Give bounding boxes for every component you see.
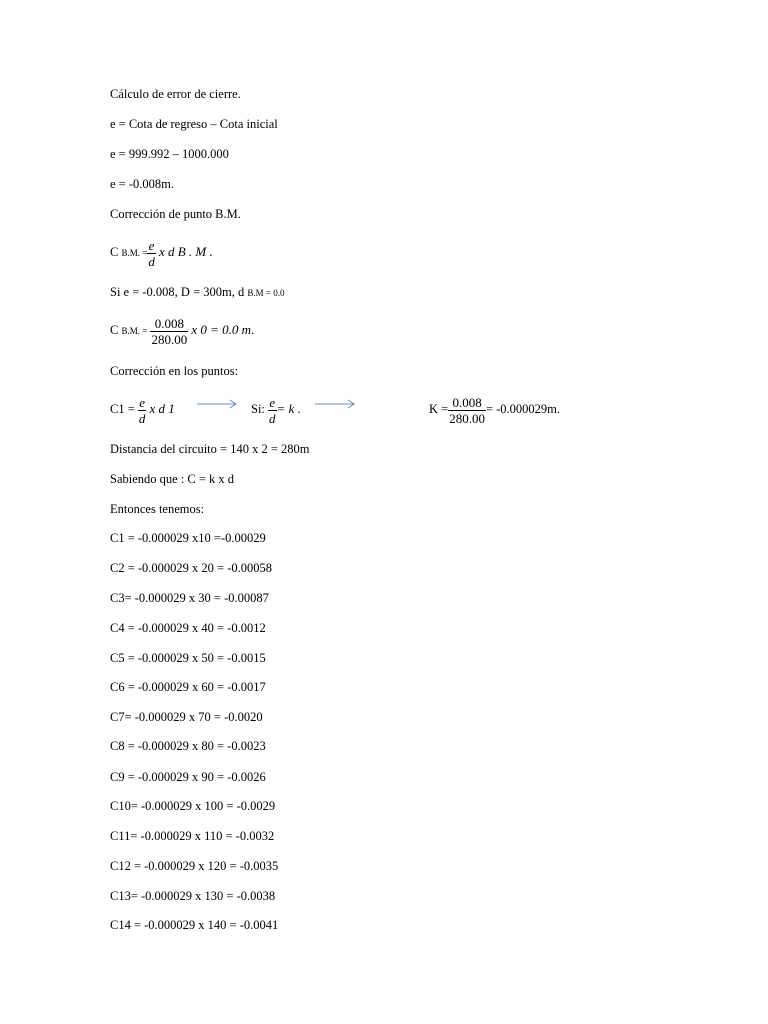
correction-row-c14: C14 = -0.000029 x 140 = -0.0041	[110, 918, 279, 932]
formula-error-values: e = 999.992 – 1000.000	[110, 147, 229, 161]
formula-error-result: e = -0.008m.	[110, 177, 174, 191]
formula-correccion-bm	[110, 236, 213, 269]
sabiendo-que: Sabiendo que : C = k x d	[110, 472, 235, 486]
correction-row-c3: C3= -0.000029 x 30 = -0.00087	[110, 591, 269, 605]
k-result: = -0.000029m.	[485, 402, 561, 416]
distancia-circuito: Distancia del circuito = 140 x 2 = 280m	[110, 442, 310, 456]
fraction-e-over-d	[138, 395, 147, 426]
fraction-denominator: d	[148, 253, 155, 269]
fraction-denominator: 280.00	[449, 410, 485, 426]
fraction-e-over-d	[147, 238, 156, 269]
entonces-tenemos: Entonces tenemos:	[110, 502, 205, 516]
arrow-right-icon	[196, 398, 240, 410]
correction-row-c10: C10= -0.000029 x 100 = -0.0029	[110, 799, 276, 813]
fraction-denominator: d	[269, 410, 276, 426]
formula-si-k	[251, 393, 301, 426]
fraction-numerator: e	[269, 394, 276, 410]
formula-subscript: B.M.	[121, 248, 140, 258]
formula-equals: =	[139, 326, 148, 336]
si-values-subscript: B.M = 0.0	[247, 288, 285, 298]
correction-row-c9: C9 = -0.000029 x 90 = -0.0026	[110, 770, 266, 784]
formula-c-label: C	[110, 323, 119, 337]
correction-row-c13: C13= -0.000029 x 130 = -0.0038	[110, 889, 276, 903]
correction-row-c12: C12 = -0.000029 x 120 = -0.0035	[110, 859, 279, 873]
correction-row-c11: C11= -0.000029 x 110 = -0.0032	[110, 829, 275, 843]
formula-c1	[110, 393, 175, 426]
fraction-0008-over-28000	[150, 316, 188, 347]
formula-correccion-bm-values	[110, 314, 254, 347]
correction-row-c4: C4 = -0.000029 x 40 = -0.0012	[110, 621, 266, 635]
correction-row-c7: C7= -0.000029 x 70 = -0.0020	[110, 710, 263, 724]
formula-subscript: B.M.	[121, 326, 140, 336]
si-values-main: Si e = -0.008, D = 300m, d	[110, 285, 245, 299]
formula-period: .	[251, 323, 255, 337]
correction-row-c5: C5 = -0.000029 x 50 = -0.0015	[110, 651, 266, 665]
correction-row-c8: C8 = -0.000029 x 80 = -0.0023	[110, 739, 266, 753]
correction-row-c1: C1 = -0.000029 x10 =-0.00029	[110, 531, 266, 545]
correction-row-c6: C6 = -0.000029 x 60 = -0.0017	[110, 680, 266, 694]
formula-error-definition: e = Cota de regreso – Cota inicial	[110, 117, 278, 131]
formula-si-values	[110, 284, 284, 301]
k-label: K =	[429, 402, 449, 416]
c1-label: C1 =	[110, 402, 135, 416]
fraction-numerator: 0.008	[154, 315, 184, 331]
si-label: Si:	[251, 402, 265, 416]
fraction-numerator: e	[139, 394, 146, 410]
fraction-0008-over-28000	[448, 395, 486, 426]
formula-tail: = k .	[276, 401, 301, 416]
fraction-numerator: e	[148, 237, 155, 253]
fraction-e-over-d	[268, 395, 277, 426]
formula-c-label: C	[110, 245, 119, 259]
formula-tail: x d 1	[149, 401, 175, 416]
heading-correccion-bm: Corrección de punto B.M.	[110, 207, 241, 221]
fraction-denominator: 280.00	[151, 331, 188, 347]
arrow-right-icon	[314, 398, 358, 410]
fraction-denominator: d	[138, 410, 146, 426]
heading-correccion-puntos: Corrección en los puntos:	[110, 364, 239, 378]
heading-error-cierre: Cálculo de error de cierre.	[110, 87, 241, 101]
formula-equals: =	[139, 248, 148, 258]
formula-tail: x 0 = 0.0 m	[191, 322, 251, 337]
formula-k-value	[429, 393, 560, 426]
formula-tail: x d B . M .	[158, 244, 213, 259]
correction-row-c2: C2 = -0.000029 x 20 = -0.00058	[110, 561, 273, 575]
fraction-numerator: 0.008	[452, 394, 482, 410]
